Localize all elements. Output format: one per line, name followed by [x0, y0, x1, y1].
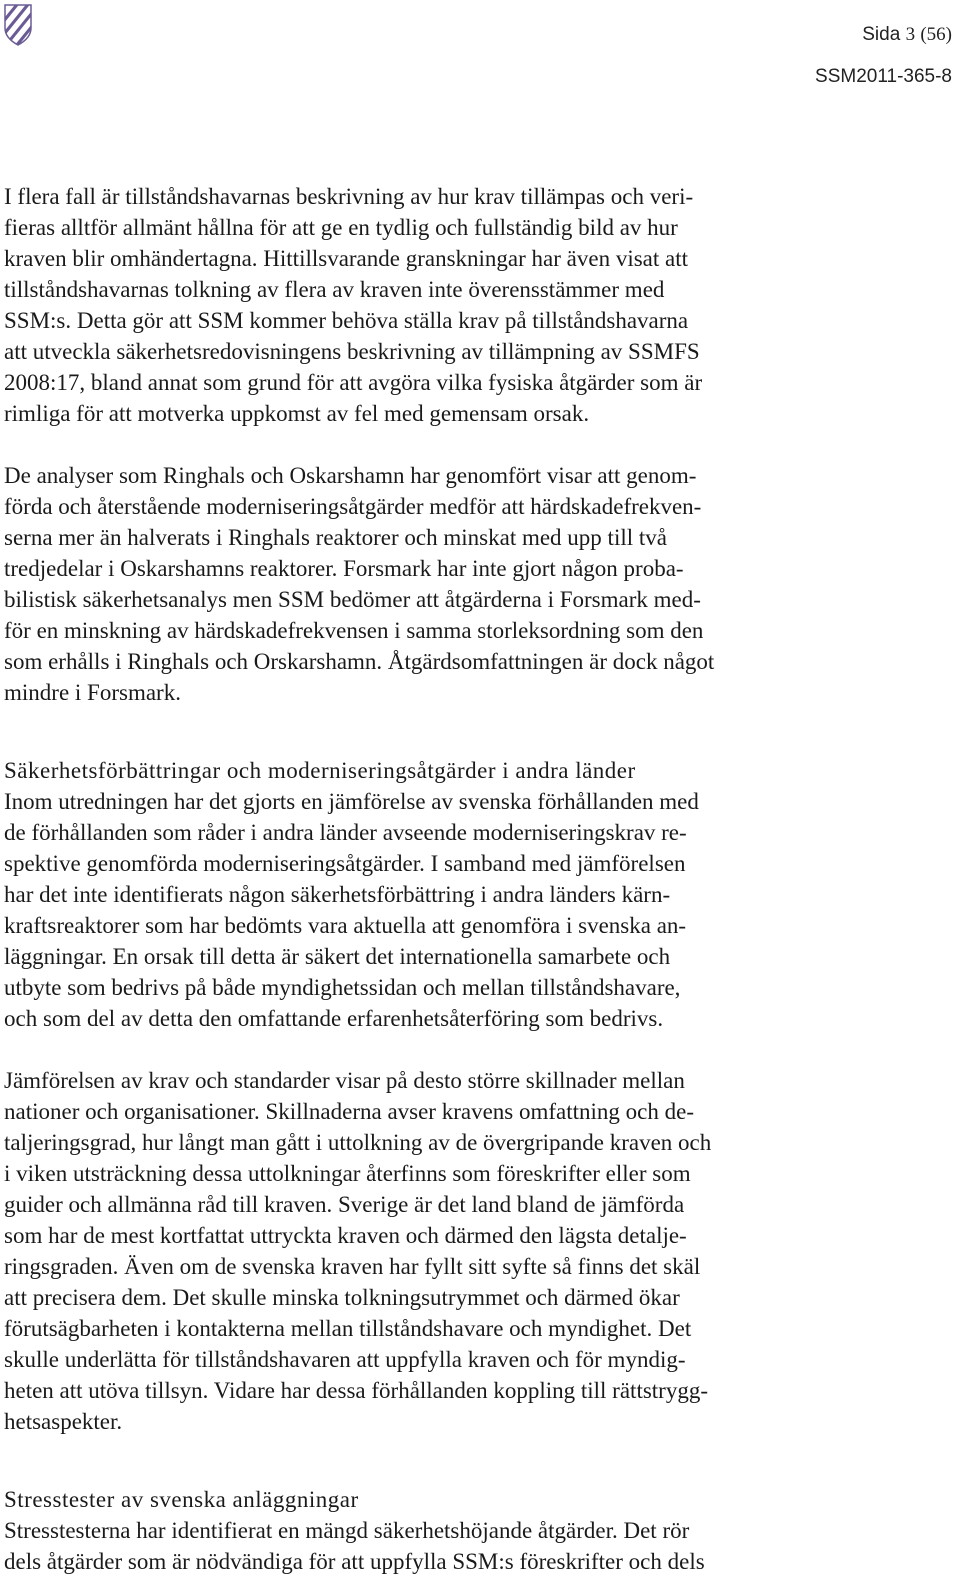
text-line: har det inte identifierats någon säkerhetsförbättring i andra länders kärn-: [4, 882, 671, 907]
section-modernization-abroad: [4, 755, 944, 1034]
text-line: guider och allmänna råd till kraven. Sverige är det land bland de jämförda: [4, 1192, 685, 1217]
text-line: förda och återstående moderniseringsåtgärder medför att härdskadefrekven-: [4, 494, 702, 519]
text-line: de förhållanden som råder i andra länder avseende moderniseringskrav re-: [4, 820, 687, 845]
text-line: heten att utöva tillsyn. Vidare har dessa förhållanden koppling till rättstrygg-: [4, 1378, 708, 1403]
document-body: [4, 181, 944, 1577]
text-line: dels åtgärder som är nödvändiga för att uppfylla SSM:s föreskrifter och dels: [4, 1549, 705, 1574]
section-stress-tests: [4, 1484, 944, 1577]
text-line: Inom utredningen har det gjorts en jämförelse av svenska förhållanden med: [4, 789, 699, 814]
page-current: 3: [905, 24, 916, 45]
text-line: tredjedelar i Oskarshamns reaktorer. Forsmark har inte gjort någon proba-: [4, 556, 684, 581]
text-line: i viken utsträckning dessa uttolkningar återfinns som föreskrifter eller som: [4, 1161, 691, 1186]
text-line: mindre i Forsmark.: [4, 680, 181, 705]
text-line: bilistisk säkerhetsanalys men SSM bedömer att åtgärderna i Forsmark med-: [4, 587, 701, 612]
text-line: Jämförelsen av krav och standarder visar på desto större skillnader mellan: [4, 1068, 685, 1093]
text-line: serna mer än halverats i Ringhals reaktorer och minskat med upp till två: [4, 525, 667, 550]
text-line: och som del av detta den omfattande erfarenhetsåterföring som bedrivs.: [4, 1006, 664, 1031]
section-heading: Stresstester av svenska anläggningar: [4, 1487, 359, 1512]
text-line: hetsaspekter.: [4, 1409, 123, 1434]
text-line: De analyser som Ringhals och Oskarshamn har genomfört visar att genom-: [4, 463, 697, 488]
text-line: Stresstesterna har identifierat en mängd säkerhetshöjande åtgärder. Det rör: [4, 1518, 690, 1543]
text-line: 2008:17, bland annat som grund för att avgöra vilka fysiska åtgärder som är: [4, 370, 703, 395]
text-line: I flera fall är tillståndshavarnas beskrivning av hur krav tillämpas och veri-: [4, 184, 694, 209]
section-heading: Säkerhetsförbättringar och moderniseringsåtgärder i andra länder: [4, 758, 636, 783]
text-line: för en minskning av härdskadefrekvensen i samma storleksordning som den: [4, 618, 704, 643]
text-line: rimliga för att motverka uppkomst av fel med gemensam orsak.: [4, 401, 590, 426]
paragraph-2: [4, 460, 944, 708]
text-line: läggningar. En orsak till detta är säkert det internationella samarbete och: [4, 944, 671, 969]
text-line: ringsgraden. Även om de svenska kraven har fyllt sitt syfte så finns det skäl: [4, 1254, 701, 1279]
text-line: taljeringsgrad, hur långt man gått i uttolkning av de övergripande kraven och: [4, 1130, 712, 1155]
text-line: kraftsreaktorer som har bedömts vara aktuella att genomföra i svenska an-: [4, 913, 687, 938]
text-line: spektive genomförda moderniseringsåtgärder. I samband med jämförelsen: [4, 851, 686, 876]
page-number: [862, 24, 952, 46]
text-line: som har de mest kortfattat uttryckta kraven och därmed den lägsta detalje-: [4, 1223, 687, 1248]
paragraph-4: [4, 1065, 944, 1437]
text-line: kraven blir omhändertagna. Hittillsvarande granskningar har även visat att: [4, 246, 689, 271]
text-line: SSM:s. Detta gör att SSM kommer behöva ställa krav på tillståndshavarna: [4, 308, 689, 333]
text-line: skulle underlätta för tillståndshavaren att uppfylla kraven och för myndig-: [4, 1347, 686, 1372]
text-line: nationer och organisationer. Skillnaderna avser kravens omfattning och de-: [4, 1099, 694, 1124]
paragraph-1: [4, 181, 944, 429]
text-line: att precisera dem. Det skulle minska tolkningsutrymmet och därmed ökar: [4, 1285, 680, 1310]
text-line: som erhålls i Ringhals och Orskarshamn. Åtgärdsomfattningen är dock något: [4, 649, 715, 674]
page-total: (56): [920, 24, 952, 45]
text-line: fieras alltför allmänt hållna för att ge en tydlig och fullständig bild av hur: [4, 215, 678, 240]
page-label: Sida: [862, 24, 901, 45]
text-line: förutsägbarheten i kontakterna mellan tillståndshavare och myndighet. Det: [4, 1316, 692, 1341]
text-line: tillståndshavarnas tolkning av flera av kraven inte överensstämmer med: [4, 277, 665, 302]
document-id: SSM2011-365-8: [815, 66, 952, 87]
text-line: att utveckla säkerhetsredovisningens beskrivning av tillämpning av SSMFS: [4, 339, 700, 364]
shield-stripes-logo-icon: [4, 4, 32, 46]
text-line: utbyte som bedrivs på både myndighetssidan och mellan tillståndshavare,: [4, 975, 681, 1000]
